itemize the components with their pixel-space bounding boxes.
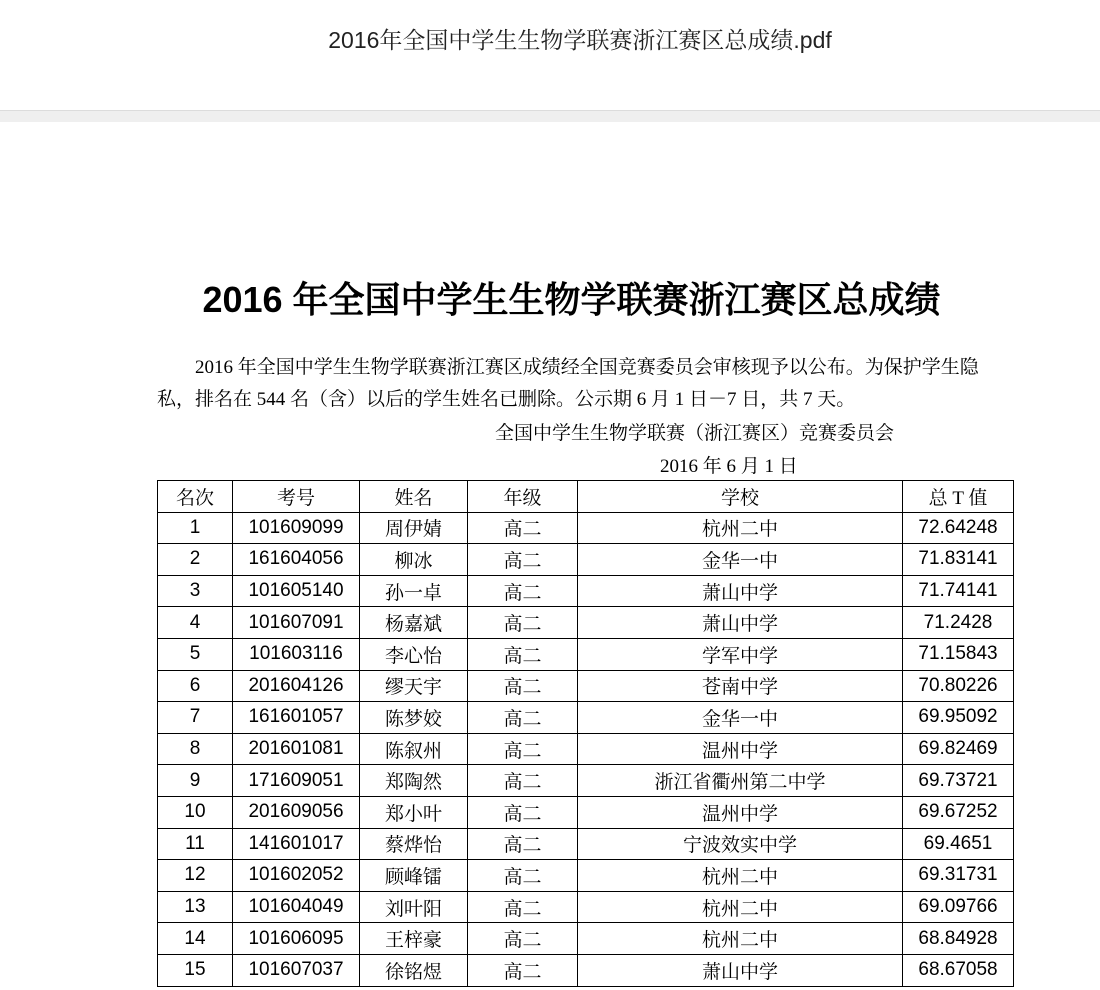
total-t-score-cell: 70.80226 — [903, 670, 1014, 702]
table-row — [158, 702, 1014, 734]
header-total-t-score: 总 T 值 — [903, 481, 1014, 513]
table-row — [158, 607, 1014, 639]
table-header-row — [158, 481, 1014, 513]
table-row — [158, 765, 1014, 797]
grade-cell: 高二 — [468, 670, 578, 702]
grade-cell: 高二 — [468, 796, 578, 828]
total-t-score-cell: 68.84928 — [903, 923, 1014, 955]
notice-date: 2016 年 6 月 1 日 — [660, 456, 798, 477]
rank-cell: 4 — [158, 607, 233, 639]
table-row — [158, 923, 1014, 955]
school-cell: 萧山中学 — [578, 575, 903, 607]
school-cell: 浙江省衢州第二中学 — [578, 765, 903, 797]
school-cell: 杭州二中 — [578, 923, 903, 955]
total-t-score-cell: 69.31731 — [903, 860, 1014, 892]
student-name-cell: 杨嘉斌 — [360, 607, 468, 639]
total-t-score-cell: 71.15843 — [903, 638, 1014, 670]
exam-number-cell: 161601057 — [233, 702, 360, 734]
grade-cell: 高二 — [468, 733, 578, 765]
school-cell: 学军中学 — [578, 638, 903, 670]
school-cell: 苍南中学 — [578, 670, 903, 702]
school-cell: 杭州二中 — [578, 860, 903, 892]
student-name-cell: 柳冰 — [360, 544, 468, 576]
results-table — [157, 480, 1014, 987]
table-row — [158, 891, 1014, 923]
student-name-cell: 王梓豪 — [360, 923, 468, 955]
student-name-cell: 李心怡 — [360, 638, 468, 670]
notice-paragraph: 2016 年全国中学生生物学联赛浙江赛区成绩经全国竞赛委员会审核现予以公布。为保护学生隐私，排名在 544 名（含）以后的学生姓名已删除。公示期 6 月 1 日－7 日，共 7 天。 — [157, 357, 979, 410]
total-t-score-cell: 69.95092 — [903, 702, 1014, 734]
school-cell: 萧山中学 — [578, 954, 903, 986]
grade-cell: 高二 — [468, 891, 578, 923]
student-name-cell: 缪天宇 — [360, 670, 468, 702]
table-row — [158, 796, 1014, 828]
table-row — [158, 638, 1014, 670]
file-title: 2016年全国中学生生物学联赛浙江赛区总成绩.pdf — [328, 27, 832, 53]
header-name: 姓名 — [360, 481, 468, 513]
grade-cell: 高二 — [468, 544, 578, 576]
table-row — [158, 670, 1014, 702]
exam-number-cell: 101606095 — [233, 923, 360, 955]
school-cell: 萧山中学 — [578, 607, 903, 639]
student-name-cell: 郑陶然 — [360, 765, 468, 797]
table-row — [158, 512, 1014, 544]
rank-cell: 11 — [158, 828, 233, 860]
school-cell: 杭州二中 — [578, 891, 903, 923]
header-grade: 年级 — [468, 481, 578, 513]
total-t-score-cell: 69.73721 — [903, 765, 1014, 797]
school-cell: 金华一中 — [578, 702, 903, 734]
exam-number-cell: 101607037 — [233, 954, 360, 986]
grade-cell: 高二 — [468, 512, 578, 544]
grade-cell: 高二 — [468, 607, 578, 639]
rank-cell: 8 — [158, 733, 233, 765]
grade-cell: 高二 — [468, 765, 578, 797]
grade-cell: 高二 — [468, 702, 578, 734]
student-name-cell: 蔡烨怡 — [360, 828, 468, 860]
total-t-score-cell: 69.82469 — [903, 733, 1014, 765]
table-row — [158, 575, 1014, 607]
school-cell: 金华一中 — [578, 544, 903, 576]
total-t-score-cell: 71.83141 — [903, 544, 1014, 576]
exam-number-cell: 171609051 — [233, 765, 360, 797]
student-name-cell: 刘叶阳 — [360, 891, 468, 923]
rank-cell: 13 — [158, 891, 233, 923]
exam-number-cell: 101603116 — [233, 638, 360, 670]
rank-cell: 14 — [158, 923, 233, 955]
header-school: 学校 — [578, 481, 903, 513]
student-name-cell: 陈叙州 — [360, 733, 468, 765]
student-name-cell: 顾峰镭 — [360, 860, 468, 892]
header-rank: 名次 — [158, 481, 233, 513]
grade-cell: 高二 — [468, 638, 578, 670]
document-title: 2016 年全国中学生生物学联赛浙江赛区总成绩 — [202, 279, 941, 320]
rank-cell: 7 — [158, 702, 233, 734]
total-t-score-cell: 72.64248 — [903, 512, 1014, 544]
exam-number-cell: 201609056 — [233, 796, 360, 828]
student-name-cell: 陈梦姣 — [360, 702, 468, 734]
student-name-cell: 徐铭煜 — [360, 954, 468, 986]
exam-number-cell: 101607091 — [233, 607, 360, 639]
exam-number-cell: 201601081 — [233, 733, 360, 765]
table-row — [158, 733, 1014, 765]
total-t-score-cell: 71.74141 — [903, 575, 1014, 607]
rank-cell: 15 — [158, 954, 233, 986]
committee-signature: 全国中学生生物学联赛（浙江赛区）竞赛委员会 — [495, 423, 895, 444]
total-t-score-cell: 69.4651 — [903, 828, 1014, 860]
grade-cell: 高二 — [468, 954, 578, 986]
total-t-score-cell: 69.67252 — [903, 796, 1014, 828]
rank-cell: 9 — [158, 765, 233, 797]
viewer-header — [0, 0, 1100, 112]
rank-cell: 6 — [158, 670, 233, 702]
total-t-score-cell: 68.67058 — [903, 954, 1014, 986]
exam-number-cell: 201604126 — [233, 670, 360, 702]
table-row — [158, 954, 1014, 986]
rank-cell: 12 — [158, 860, 233, 892]
grade-cell: 高二 — [468, 923, 578, 955]
grade-cell: 高二 — [468, 860, 578, 892]
school-cell: 温州中学 — [578, 796, 903, 828]
pdf-page — [0, 122, 1100, 990]
table-body — [158, 512, 1014, 986]
school-cell: 宁波效实中学 — [578, 828, 903, 860]
school-cell: 温州中学 — [578, 733, 903, 765]
student-name-cell: 郑小叶 — [360, 796, 468, 828]
total-t-score-cell: 69.09766 — [903, 891, 1014, 923]
rank-cell: 1 — [158, 512, 233, 544]
grade-cell: 高二 — [468, 828, 578, 860]
total-t-score-cell: 71.2428 — [903, 607, 1014, 639]
rank-cell: 10 — [158, 796, 233, 828]
table-row — [158, 828, 1014, 860]
rank-cell: 3 — [158, 575, 233, 607]
school-cell: 杭州二中 — [578, 512, 903, 544]
student-name-cell: 周伊婧 — [360, 512, 468, 544]
exam-number-cell: 101604049 — [233, 891, 360, 923]
exam-number-cell: 101602052 — [233, 860, 360, 892]
rank-cell: 2 — [158, 544, 233, 576]
table-row — [158, 860, 1014, 892]
exam-number-cell: 161604056 — [233, 544, 360, 576]
table-row — [158, 544, 1014, 576]
rank-cell: 5 — [158, 638, 233, 670]
exam-number-cell: 141601017 — [233, 828, 360, 860]
exam-number-cell: 101605140 — [233, 575, 360, 607]
student-name-cell: 孙一卓 — [360, 575, 468, 607]
header-exam-number: 考号 — [233, 481, 360, 513]
exam-number-cell: 101609099 — [233, 512, 360, 544]
grade-cell: 高二 — [468, 575, 578, 607]
